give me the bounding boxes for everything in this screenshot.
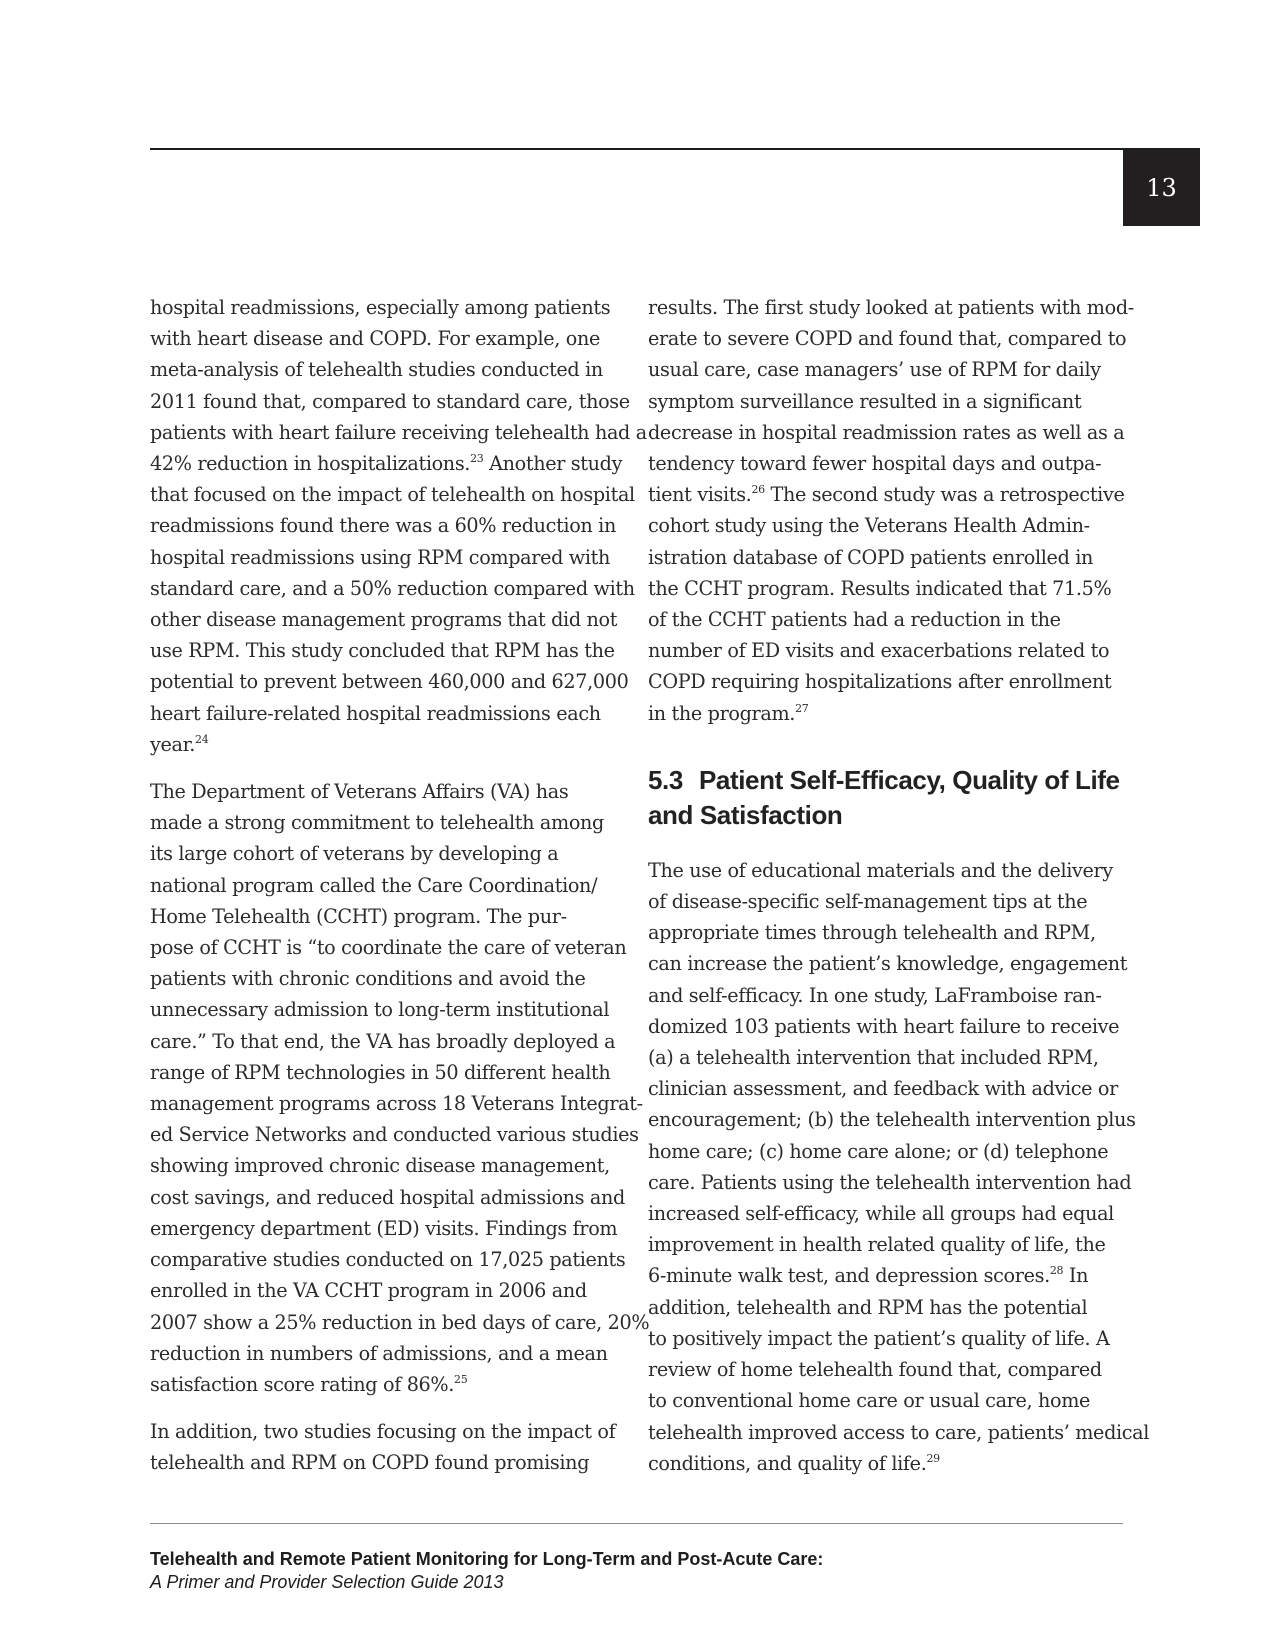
text-line: improvement in health related quality of life, the <box>648 1233 1106 1257</box>
text-line: enrolled in the VA CCHT program in 2006 and <box>150 1279 587 1303</box>
text-line: standard care, and a 50% reduction compared with <box>150 576 635 600</box>
text-line: results. The first study looked at patients with mod- <box>648 296 1134 319</box>
text-line: encouragement; (b) the telehealth intervention plus <box>648 1108 1136 1132</box>
text-line: in the program.$^{27}$ <box>648 701 809 725</box>
text-line: hospital readmissions, especially among patients <box>150 296 611 319</box>
text-line: erate to severe COPD and found that, compared to <box>648 327 1127 351</box>
text-line: use RPM. This study concluded that RPM has the <box>150 639 615 663</box>
footer <box>150 1548 823 1594</box>
paragraph <box>150 776 650 1400</box>
text-line: (a) a telehealth intervention that included RPM, <box>648 1046 1099 1070</box>
right-column <box>648 292 1150 1495</box>
text-line: care. Patients using the telehealth intervention had <box>648 1170 1132 1194</box>
text-line: and self-efficacy. In one study, LaFramboise ran- <box>648 983 1102 1007</box>
text-line: In addition, two studies focusing on the impact of <box>150 1420 616 1444</box>
text-line: pose of CCHT is “to coordinate the care of veteran <box>150 936 627 960</box>
paragraph <box>648 292 1134 729</box>
text-line: potential to prevent between 460,000 and 627,000 <box>150 670 629 694</box>
text-line: tendency toward fewer hospital days and outpa- <box>648 452 1102 476</box>
section-title-line: Patient Self-Efficacy, Quality of Life <box>698 764 1120 795</box>
text-line: care.” To that end, the VA has broadly deployed a <box>150 1029 616 1053</box>
footnote-ref: 27 <box>795 701 809 715</box>
text-line: istration database of COPD patients enrolled in <box>648 545 1094 569</box>
text-line: decrease in hospital readmission rates as well as a <box>648 420 1125 444</box>
text-line: to positively impact the patient’s quality of life. A <box>648 1326 1110 1350</box>
text-line: 6-minute walk test, and depression scores.$^{28}$ In <box>648 1264 1089 1288</box>
text-line: year.$^{24}$ <box>150 732 209 756</box>
text-line: telehealth improved access to care, patients’ medical <box>648 1420 1150 1444</box>
page-number-text: 13 <box>1146 174 1177 202</box>
footnote-ref: 25 <box>454 1372 468 1386</box>
text-line: clinician assessment, and feedback with advice or <box>648 1077 1118 1101</box>
text-line: management programs across 18 Veterans Integrat- <box>150 1092 643 1116</box>
text-line: addition, telehealth and RPM has the potential <box>648 1295 1088 1319</box>
text-line: usual care, case managers’ use of RPM for daily <box>648 358 1101 382</box>
text-line: patients with chronic conditions and avoid the <box>150 967 586 991</box>
text-line: The use of educational materials and the delivery <box>648 858 1113 882</box>
footnote-ref: 26 <box>751 483 765 497</box>
section-heading <box>648 763 1128 833</box>
text-line: heart failure-related hospital readmissions each <box>150 701 601 725</box>
text-line: increased self-efficacy, while all groups had equal <box>648 1202 1114 1226</box>
text-line: appropriate times through telehealth and RPM, <box>648 921 1096 945</box>
text-line: COPD requiring hospitalizations after enrollment <box>648 670 1112 694</box>
paragraph <box>648 855 1150 1479</box>
text-line: 42% reduction in hospitalizations.$^{23}$ Another study <box>150 452 623 476</box>
text-line: to conventional home care or usual care, home <box>648 1389 1091 1413</box>
footnote-ref: 24 <box>195 732 209 746</box>
top-rule <box>150 148 1200 150</box>
text-line: ed Service Networks and conducted various studies <box>150 1123 639 1147</box>
text-line: range of RPM technologies in 50 different health <box>150 1060 611 1084</box>
text-line: showing improved chronic disease management, <box>150 1154 610 1178</box>
text-line: cost savings, and reduced hospital admissions and <box>150 1185 625 1209</box>
text-line: can increase the patient’s knowledge, engagement <box>648 952 1128 976</box>
text-line: with heart disease and COPD. For example, one <box>150 327 601 351</box>
text-line: hospital readmissions using RPM compared with <box>150 545 611 569</box>
text-line: Home Telehealth (CCHT) program. The pur- <box>150 904 567 928</box>
page-number <box>1123 150 1200 226</box>
text-line: review of home telehealth found that, compared <box>648 1358 1102 1382</box>
text-line: of disease-specific self-management tips at the <box>648 890 1088 914</box>
footnote-ref: 29 <box>926 1451 940 1465</box>
footnote-ref: 23 <box>470 452 484 466</box>
text-line: conditions, and quality of life.$^{29}$ <box>648 1451 940 1475</box>
text-line: The Department of Veterans Affairs (VA) has <box>150 780 569 804</box>
text-line: symptom surveillance resulted in a significant <box>648 389 1082 413</box>
section-number: 5.3 <box>648 764 683 795</box>
text-line: patients with heart failure receiving telehealth had a <box>150 420 647 444</box>
text-line: satisfaction score rating of 86%.$^{25}$ <box>150 1372 468 1396</box>
footnote-ref: 28 <box>1049 1264 1064 1278</box>
text-line: cohort study using the Veterans Health Admin- <box>648 514 1090 538</box>
text-line: domized 103 patients with heart failure to receive <box>648 1014 1120 1038</box>
text-line: tient visits.$^{26}$ The second study was a retrospective <box>648 483 1125 507</box>
paragraph <box>150 1416 626 1478</box>
paragraph <box>150 292 647 760</box>
text-line: telehealth and RPM on COPD found promising <box>150 1451 590 1475</box>
footer-title: Telehealth and Remote Patient Monitoring for Long-Term and Post-Acute Care: <box>150 1549 824 1569</box>
left-column <box>150 292 650 1495</box>
text-line: unnecessary admission to long-term institutional <box>150 998 610 1022</box>
text-line: that focused on the impact of telehealth on hospital <box>150 483 635 507</box>
text-line: number of ED visits and exacerbations related to <box>648 639 1110 663</box>
text-line: of the CCHT patients had a reduction in the <box>648 608 1061 632</box>
footer-subtitle: A Primer and Provider Selection Guide 2013 <box>150 1572 504 1592</box>
text-line: reduction in numbers of admissions, and a mean <box>150 1341 608 1365</box>
text-line: comparative studies conducted on 17,025 patients <box>150 1248 626 1272</box>
text-line: national program called the Care Coordination/ <box>150 873 598 897</box>
text-line: home care; (c) home care alone; or (d) telephone <box>648 1139 1109 1163</box>
text-line: meta-analysis of telehealth studies conducted in <box>150 358 603 382</box>
section-title-line: and Satisfaction <box>648 799 843 830</box>
text-line: the CCHT program. Results indicated that 71.5% <box>648 576 1112 600</box>
text-line: made a strong commitment to telehealth among <box>150 811 604 835</box>
footer-rule <box>150 1523 1123 1524</box>
text-line: its large cohort of veterans by developing a <box>150 842 559 866</box>
text-line: other disease management programs that did not <box>150 608 618 632</box>
text-line: 2007 show a 25% reduction in bed days of care, 20% <box>150 1310 650 1334</box>
text-line: 2011 found that, compared to standard care, those <box>150 389 630 413</box>
text-line: emergency department (ED) visits. Findings from <box>150 1216 618 1240</box>
text-line: readmissions found there was a 60% reduction in <box>150 514 616 538</box>
